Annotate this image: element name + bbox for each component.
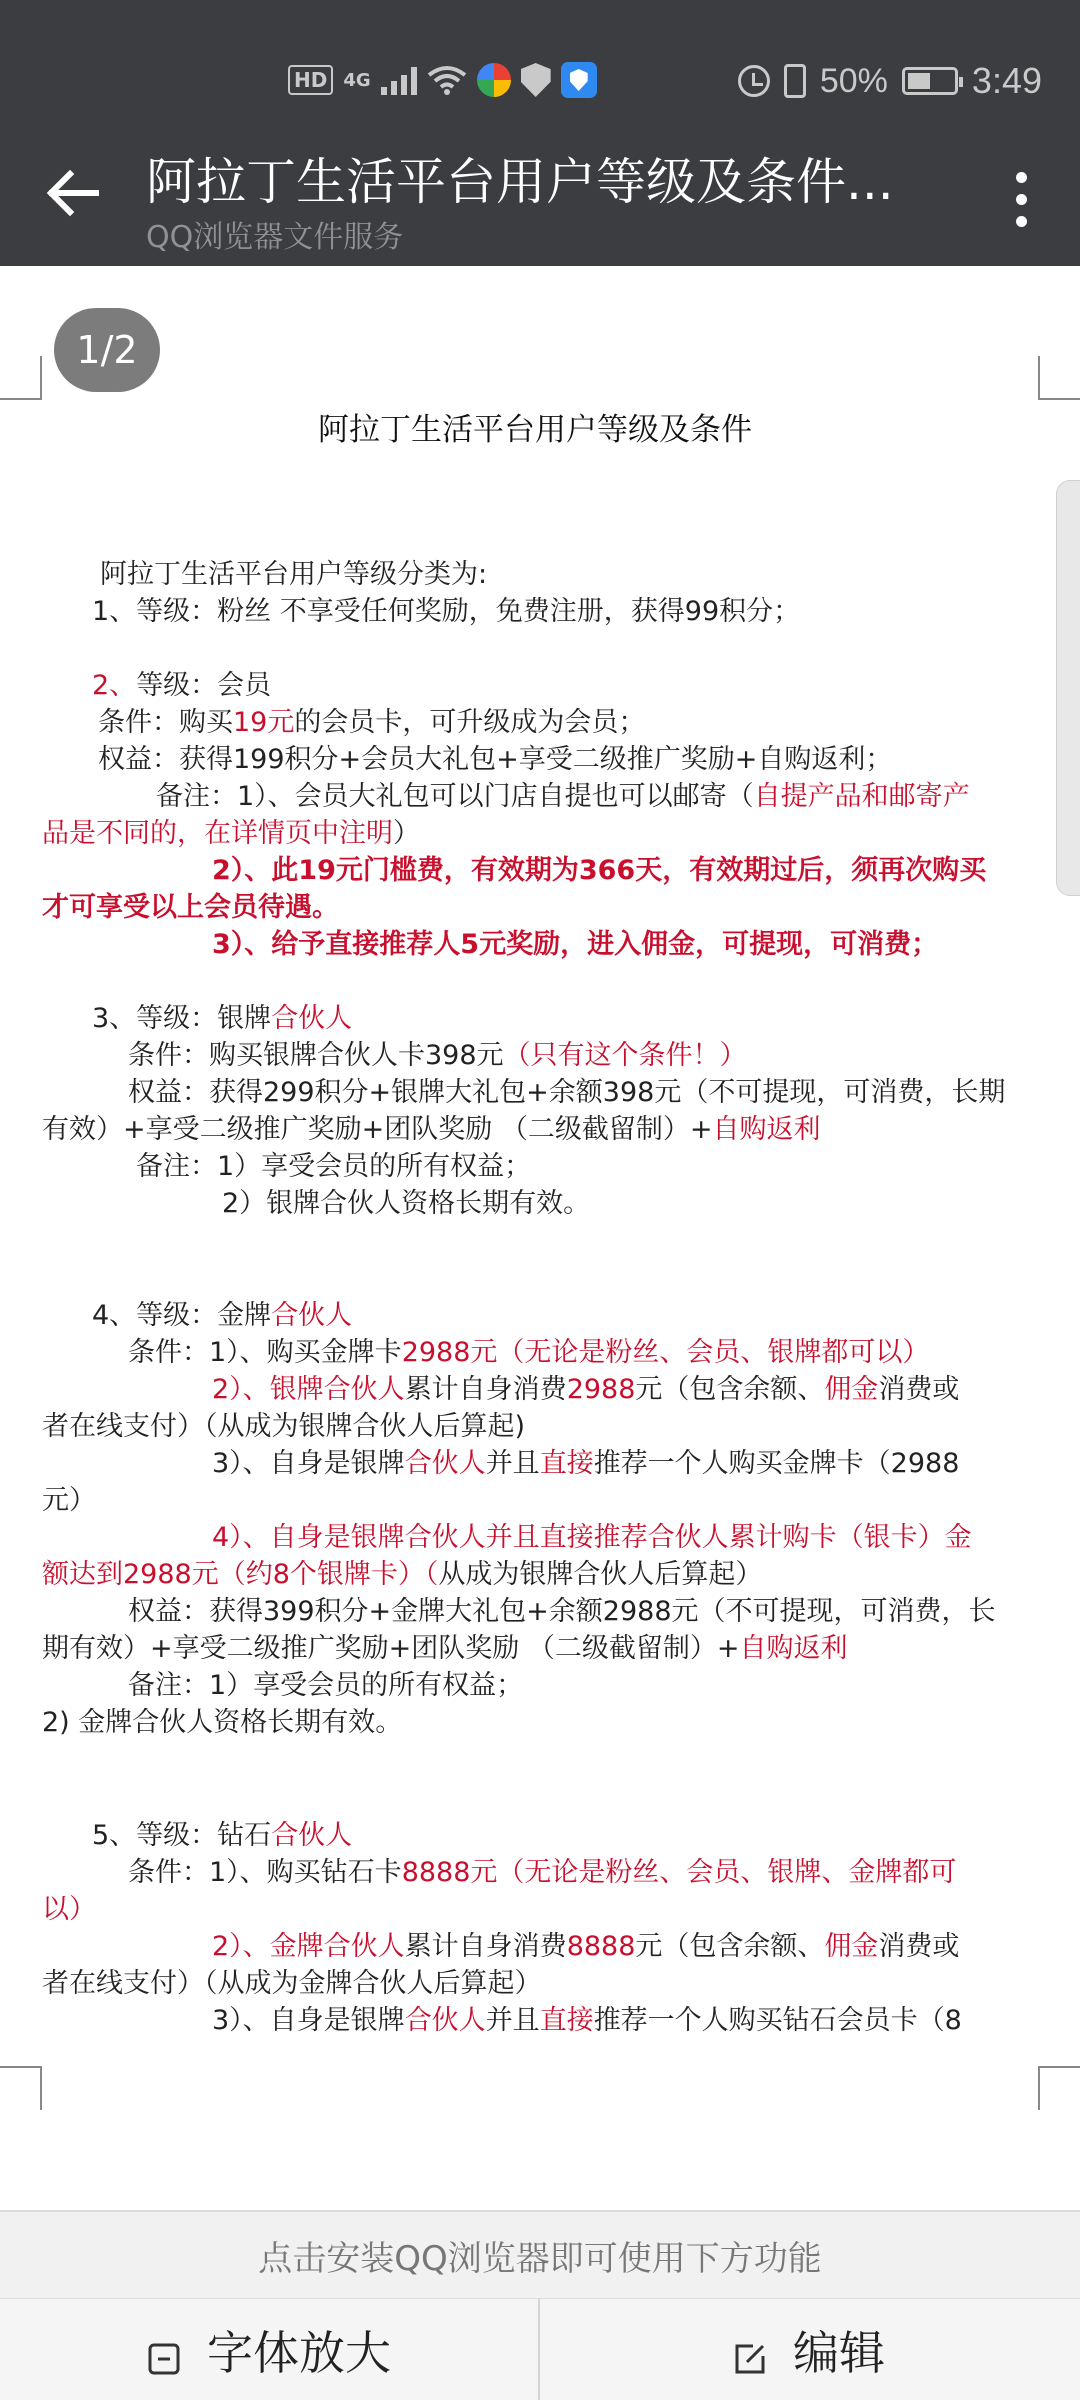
document-line xyxy=(98,741,1080,778)
app-toolbar xyxy=(0,120,1080,266)
highlighted-text: 8888 xyxy=(566,1931,636,1962)
highlighted-text: 2）、金牌合伙人 xyxy=(212,1931,405,1962)
text-run: 元（包含余额、 xyxy=(635,1931,825,1962)
service-subtitle: QQ浏览器文件服务 xyxy=(146,220,404,255)
document-line xyxy=(42,1630,1038,1667)
document-line xyxy=(92,1817,1080,1854)
crop-mark-bottom-left xyxy=(0,2066,42,2110)
crop-mark-bottom-right xyxy=(1038,2066,1080,2110)
app-notification-icon xyxy=(477,63,511,97)
document-line xyxy=(212,852,1080,889)
highlighted-text: 才可享受以上会员待遇。 xyxy=(42,892,339,923)
document-line xyxy=(92,667,1080,704)
highlighted-text: 自提产品和邮寄产 xyxy=(753,781,970,812)
document-heading: 阿拉丁生活平台用户等级及条件 xyxy=(318,412,752,448)
highlighted-text: 直接 xyxy=(539,2005,594,2036)
highlighted-text: 2）、银牌合伙人 xyxy=(212,1374,405,1405)
text-run: 消费或 xyxy=(878,1931,960,1962)
document-line xyxy=(212,1519,1080,1556)
document-line xyxy=(212,1928,1080,1965)
text-run: 等级：会员 xyxy=(136,670,272,701)
text-run: 条件：1）、购买金牌卡 xyxy=(128,1337,402,1368)
edit-button[interactable] xyxy=(540,2299,1078,2400)
highlighted-text: 2、 xyxy=(92,670,137,701)
more-dot-icon xyxy=(1016,216,1027,227)
text-run: 的会员卡，可升级成为会员； xyxy=(294,707,646,738)
text-run: 备注：1）享受会员的所有权益； xyxy=(128,1670,524,1701)
document-line xyxy=(42,889,1038,926)
highlighted-text: （只有这个条件！） xyxy=(503,1040,747,1071)
text-run: 1、等级：粉丝 不享受任何奖励，免费注册，获得99积分； xyxy=(92,596,801,627)
signal-icon xyxy=(381,65,417,95)
document-line xyxy=(128,1854,1080,1891)
wifi-icon xyxy=(427,65,467,95)
text-run: 条件：购买银牌合伙人卡398元 xyxy=(128,1040,504,1071)
document-line xyxy=(222,1185,1080,1222)
text-run: 并且 xyxy=(485,1448,540,1479)
text-run: 2）银牌合伙人资格长期有效。 xyxy=(222,1188,591,1219)
battery-percent: 50% xyxy=(819,61,888,100)
highlighted-text: 品是不同的，在详情页中注明 xyxy=(42,818,393,849)
document-line xyxy=(212,1371,1080,1408)
text-run: 消费或 xyxy=(878,1374,960,1405)
document-line xyxy=(42,815,1038,852)
document-line xyxy=(42,1704,1038,1741)
battery-icon xyxy=(902,67,958,95)
hd-badge: HD xyxy=(288,65,333,95)
document-line xyxy=(42,1482,1038,1519)
text-run: 3）、自身是银牌 xyxy=(212,1448,405,1479)
text-run: 3）、自身是银牌 xyxy=(212,2005,405,2036)
text-run: 3、等级：银牌 xyxy=(92,1003,272,1034)
document-viewer[interactable] xyxy=(0,266,1080,2210)
text-run: 者在线支付）（从成为银牌合伙人后算起) xyxy=(42,1411,526,1442)
highlighted-text: 佣金 xyxy=(824,1931,879,1962)
text-run: 元（包含余额、 xyxy=(635,1374,825,1405)
clock: 3:49 xyxy=(971,60,1042,101)
document-line xyxy=(98,704,1080,741)
bottom-toolbar xyxy=(0,2298,1080,2400)
text-run: 期有效）+享受二级推广奖励+团队奖励 （二级截留制）+ xyxy=(42,1633,740,1664)
document-line xyxy=(128,1037,1080,1074)
text-run: 权益：获得299积分+银牌大礼包+余额398元（不可提现，可消费，长期 xyxy=(128,1077,1006,1108)
document-line xyxy=(92,593,1080,630)
text-run: 2) 金牌合伙人资格长期有效。 xyxy=(42,1707,403,1738)
document-line xyxy=(212,2002,1080,2039)
document-line xyxy=(42,1408,1038,1445)
highlighted-text: 合伙人 xyxy=(404,1448,486,1479)
document-line xyxy=(156,778,1080,815)
document-line xyxy=(92,1297,1080,1334)
highlighted-text: 19元 xyxy=(233,707,295,738)
document-line xyxy=(128,1667,1080,1704)
more-options-button[interactable] xyxy=(992,164,1052,234)
highlighted-text: 佣金 xyxy=(824,1374,879,1405)
document-line xyxy=(136,1148,1080,1185)
highlighted-text: 3）、给予直接推荐人5元奖励，进入佣金，可提现，可消费； xyxy=(212,929,939,960)
font-enlarge-label: 字体放大 xyxy=(207,2326,391,2380)
status-left-icons xyxy=(288,58,597,102)
status-right-icons xyxy=(738,56,1042,106)
document-line xyxy=(100,556,1080,593)
font-size-icon xyxy=(147,2333,181,2367)
shield-icon xyxy=(521,63,551,97)
highlighted-text: 合伙人 xyxy=(271,1003,353,1034)
highlighted-text: 2）、此19元门槛费，有效期为366天，有效期过后，须再次购买 xyxy=(212,855,987,886)
back-button[interactable] xyxy=(38,158,108,228)
highlighted-text: 4）、自身是银牌合伙人并且直接推荐合伙人累计购卡（银卡）金 xyxy=(212,1522,972,1553)
document-line xyxy=(128,1074,1080,1111)
document-line xyxy=(128,1593,1080,1630)
crop-mark-top-right xyxy=(1038,356,1080,400)
highlighted-text: 自购返利 xyxy=(712,1114,821,1145)
arrow-left-icon xyxy=(38,158,108,228)
document-line xyxy=(212,926,1080,963)
text-run: 备注：1）、会员大礼包可以门店自提也可以邮寄（ xyxy=(156,781,754,812)
text-run: 元） xyxy=(42,1485,96,1516)
text-run: 权益：获得399积分+金牌大礼包+余额2988元（不可提现，可消费，长 xyxy=(128,1596,996,1627)
document-line xyxy=(128,1334,1080,1371)
edit-icon xyxy=(733,2333,767,2367)
alarm-icon xyxy=(738,65,770,97)
text-run: 并且 xyxy=(485,2005,540,2036)
document-title: 阿拉丁生活平台用户等级及条件... xyxy=(146,153,894,211)
text-run: 者在线支付）（从成为金牌合伙人后算起） xyxy=(42,1968,542,1999)
document-line xyxy=(42,1556,1038,1593)
text-run: 备注：1）享受会员的所有权益； xyxy=(136,1151,532,1182)
text-run: 推荐一个人购买钻石会员卡（8 xyxy=(593,2005,962,2036)
install-promo-banner[interactable]: 点击安装QQ浏览器即可使用下方功能 xyxy=(0,2210,1080,2298)
highlighted-text: 8888元（无论是粉丝、会员、银牌、金牌都可 xyxy=(401,1857,957,1888)
document-line xyxy=(42,1111,1038,1148)
document-line xyxy=(42,1965,1038,2002)
text-run: ） xyxy=(393,818,420,849)
document-line xyxy=(92,1000,1080,1037)
text-run: 有效）+享受二级推广奖励+团队奖励 （二级截留制）+ xyxy=(42,1114,713,1145)
text-run: 条件：购买 xyxy=(98,707,233,738)
highlighted-text: 以） xyxy=(42,1894,96,1925)
text-run: 累计自身消费 xyxy=(404,1931,567,1962)
text-run: 从成为银牌合伙人后算起） xyxy=(438,1559,763,1590)
document-line xyxy=(212,1445,1080,1482)
more-dot-icon xyxy=(1016,172,1027,183)
crop-mark-top-left xyxy=(0,356,42,400)
page-indicator: 1/2 xyxy=(54,308,160,392)
more-dot-icon xyxy=(1016,194,1027,205)
text-run: 4、等级：金牌 xyxy=(92,1300,272,1331)
highlighted-text: 额达到2988元（约8个银牌卡）（ xyxy=(42,1559,439,1590)
document-line xyxy=(42,1891,1038,1928)
text-run: 5、等级：钻石 xyxy=(92,1820,272,1851)
highlighted-text: 2988元（无论是粉丝、会员、银牌都可以） xyxy=(401,1337,930,1368)
highlighted-text: 直接 xyxy=(539,1448,594,1479)
highlighted-text: 合伙人 xyxy=(271,1300,353,1331)
text-run: 条件：1）、购买钻石卡 xyxy=(128,1857,402,1888)
highlighted-text: 2988 xyxy=(566,1374,636,1405)
text-run: 权益：获得199积分+会员大礼包+享受二级推广奖励+自购返利； xyxy=(98,744,893,775)
highlighted-text: 合伙人 xyxy=(271,1820,353,1851)
security-app-icon xyxy=(561,62,597,98)
text-run: 累计自身消费 xyxy=(404,1374,567,1405)
highlighted-text: 合伙人 xyxy=(404,2005,486,2036)
network-type-label: 4G xyxy=(343,69,371,91)
font-enlarge-button[interactable] xyxy=(0,2299,538,2400)
vibrate-icon xyxy=(784,64,806,98)
edit-label: 编辑 xyxy=(793,2326,885,2380)
text-run: 阿拉丁生活平台用户等级分类为: xyxy=(100,559,488,590)
text-run: 推荐一个人购买金牌卡（2988 xyxy=(593,1448,960,1479)
highlighted-text: 自购返利 xyxy=(739,1633,848,1664)
